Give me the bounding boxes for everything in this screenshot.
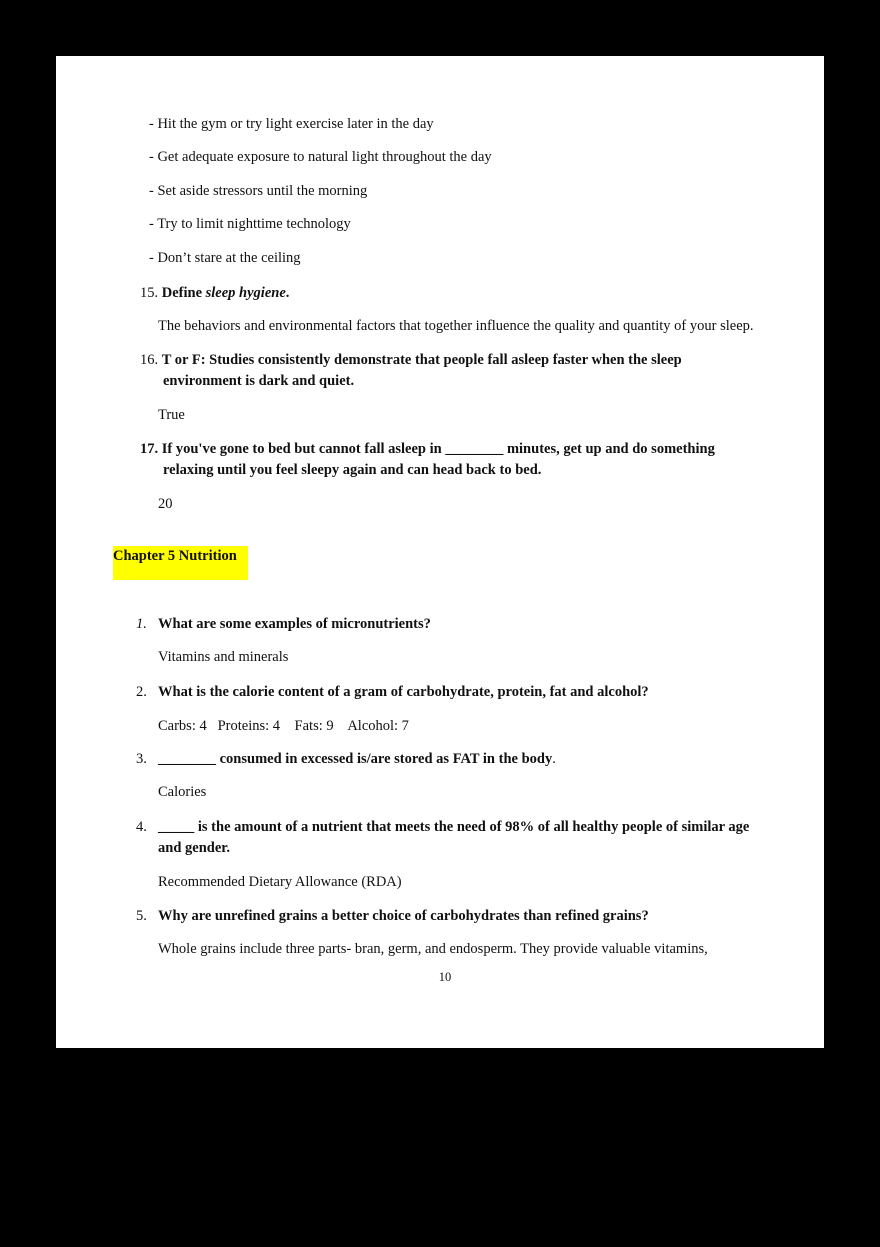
nutrition-q2-question: What is the calorie content of a gram of carbohydrate, protein, fat and alcohol?: [158, 684, 649, 700]
answer-17: 20: [158, 496, 173, 512]
question-text: ________ consumed in excessed is/are stored as FAT in the body: [158, 751, 553, 767]
nutrition-q3-answer: Calories: [158, 784, 207, 800]
nutrition-q5-number: 5.: [136, 908, 147, 924]
sleep-tip-1: - Hit the gym or try light exercise later in the day: [149, 116, 434, 132]
answer-16: True: [158, 407, 185, 423]
chapter-heading: Chapter 5 Nutrition: [113, 548, 237, 564]
nutrition-q1-answer: Vitamins and minerals: [158, 649, 289, 665]
question-line-1: T or F: Studies consistently demonstrate that people fall asleep faster when the sleep: [161, 352, 682, 368]
answer-15: The behaviors and environmental factors that together influence the quality and quantity of your sleep.: [158, 318, 754, 334]
sleep-tip-2: - Get adequate exposure to natural light throughout the day: [149, 149, 492, 165]
question-line-1: If you've gone to bed but cannot fall asleep in ________ minutes, get up and do something: [161, 441, 715, 457]
nutrition-q2-answer: Carbs: 4 Proteins: 4 Fats: 9 Alcohol: 7: [158, 718, 409, 734]
question-suffix: .: [285, 285, 290, 301]
nutrition-q3-number: 3.: [136, 751, 147, 767]
question-17: [140, 440, 715, 458]
question-15: [140, 284, 289, 302]
nutrition-q4-number: 4.: [136, 819, 147, 835]
question-suffix: .: [552, 751, 556, 767]
question-16-line-2: environment is dark and quiet.: [163, 373, 355, 389]
nutrition-q5-answer: Whole grains include three parts- bran, germ, and endosperm. They provide valuable vitamins,: [158, 941, 708, 957]
nutrition-q5-question: Why are unrefined grains a better choice of carbohydrates than refined grains?: [158, 908, 649, 924]
chapter-heading-highlight: [113, 546, 248, 580]
nutrition-q3-question: [158, 750, 556, 768]
nutrition-q1-question: What are some examples of micronutrients?: [158, 616, 431, 632]
question-number: 15.: [140, 285, 159, 301]
sleep-tip-4: - Try to limit nighttime technology: [149, 216, 351, 232]
sleep-tip-3: - Set aside stressors until the morning: [149, 183, 368, 199]
question-prefix: Define: [161, 285, 206, 301]
question-16: [140, 351, 682, 369]
nutrition-q2-number: 2.: [136, 684, 147, 700]
question-17-line-2: relaxing until you feel sleepy again and can head back to bed.: [163, 462, 542, 478]
nutrition-q4-question-line-1: _____ is the amount of a nutrient that meets the need of 98% of all healthy people of similar age: [158, 819, 750, 835]
document-page: [56, 56, 824, 1048]
nutrition-q1-number: 1.: [136, 616, 147, 632]
question-number: 17.: [140, 441, 159, 457]
nutrition-q4-answer: Recommended Dietary Allowance (RDA): [158, 874, 402, 890]
question-term: sleep hygiene: [205, 285, 286, 301]
nutrition-q4-question-line-2: and gender.: [158, 840, 230, 856]
sleep-tip-5: - Don’t stare at the ceiling: [149, 250, 301, 266]
question-number: 16.: [140, 352, 159, 368]
page-number: 10: [438, 970, 452, 984]
